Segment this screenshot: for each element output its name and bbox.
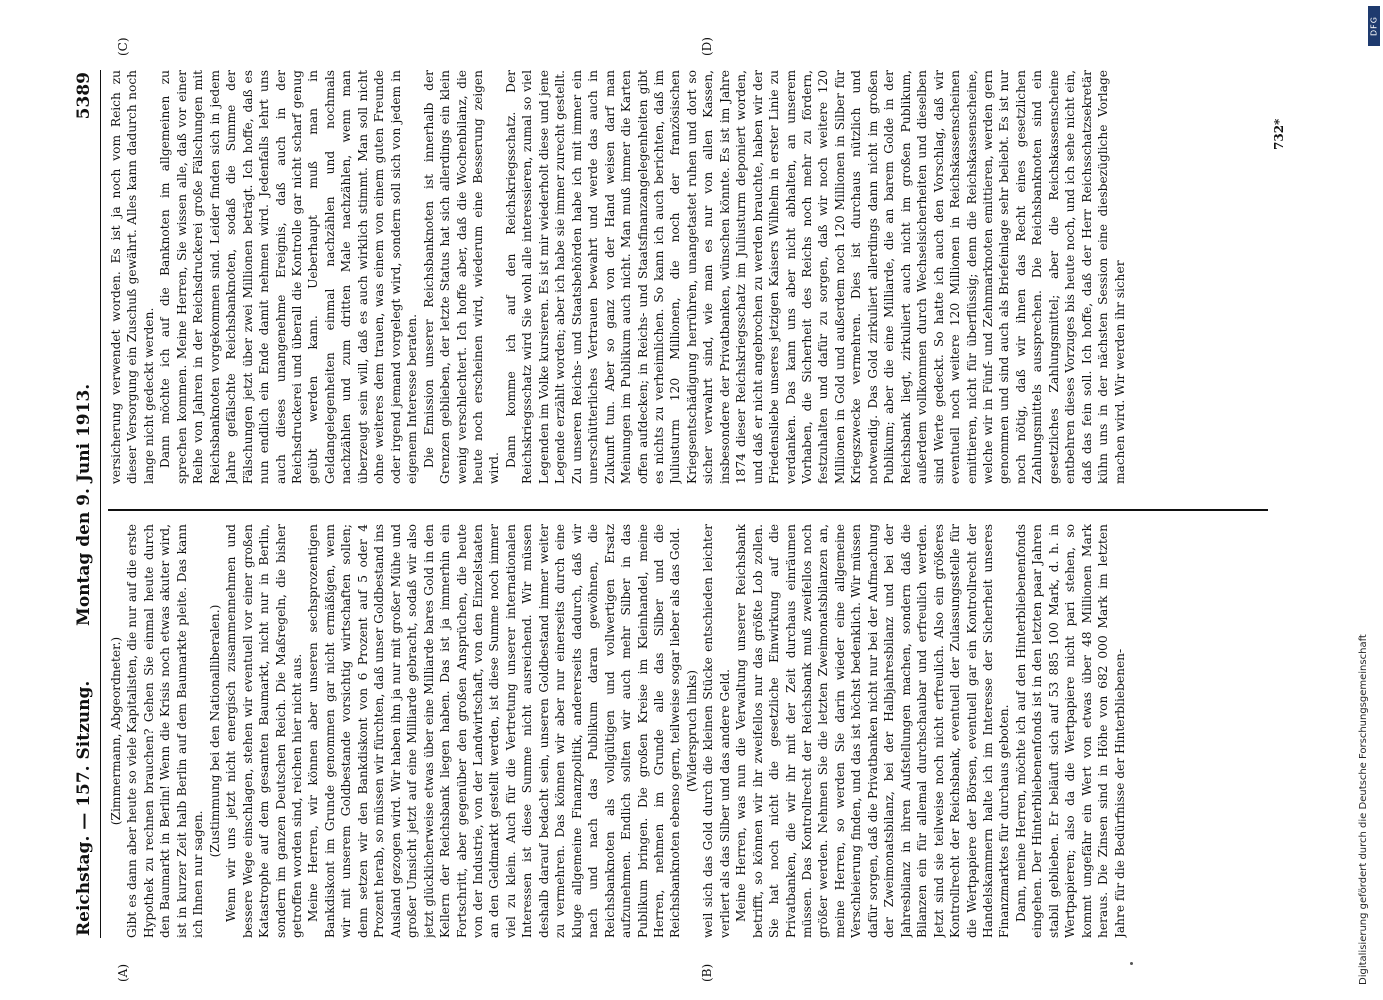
paragraph: versicherung verwendet worden. Es ist ja noch vom Reich zu dieser Versorgung ein Zuschuß gewährt. Alles kann dadurch noch lange nicht gedeckt werden.	[109, 70, 156, 484]
signature-mark: 732*	[1272, 118, 1286, 150]
paragraph: Dann möchte ich auf die Banknoten im allgemeinen zu sprechen kommen. Meine Herren, Sie wissen alle, daß vor einer Reihe von Jahren in der Reichsdruckerei große Fälschungen mit Reichsbanknoten vorgekommen sind. Leider finden sich in jedem Jahre gefälschte Reichsbanknoten, sodaß die Summe der Fälschungen jetzt über zwei Millionen beträgt. Ich hoffe, daß es nun endlich ein Ende damit nehmen wird. Jedenfalls lehrt uns auch dieses unangenehme Ereignis, daß auch in der Reichsdruckerei und überall die Kontrolle gar nicht scharf genug geübt werden kann. Ueberhaupt muß man in Geldangelegenheiten einmal nachzählen und nochmals nachzählen und zum dritten Male nachzählen, wenn man überzeugt sein will, daß es auch wirklich stimmt. Man soll nicht ohne weiteres dem trauen, was einem von einem guten Freunde oder irgend jemand vorgelegt wird, sondern soll sich von jedem in eigenem Interesse beraten.	[158, 70, 420, 484]
paragraph: Wenn wir uns jetzt nicht energisch zusammennehmen und bessere Wege einschlagen, stehen wir eventuell vor einer großen Katastrophe auf dem gesamten Baumarkt, nicht nur in Berlin, sondern im ganzen Deutschen Reich. Die Maßregeln, die bisher getroffen worden sind, reichen hier nicht aus.	[224, 524, 304, 938]
paragraph: weil sich das Gold durch die kleinen Stücke entschieden leichter verliert als das Silber und das andere Geld.	[701, 524, 732, 938]
interjection: (Zustimmung bei den Nationalliberalen.)	[207, 604, 222, 858]
margin-marker-b: (B)	[700, 963, 714, 982]
margin-marker-c: (C)	[116, 37, 130, 56]
digitization-credit	[1358, 0, 1380, 1000]
scan-speck	[1130, 962, 1133, 965]
left-column	[108, 524, 1268, 938]
header-session: Reichstag. — 157. Sitzung.	[74, 680, 94, 936]
column-divider	[108, 510, 1268, 512]
interjection: (Widerspruch links)	[684, 669, 699, 793]
paragraph: Dann komme ich auf den Reichskriegsschatz. Der Reichskriegsschatz wird Sie wohl alle interessieren, zumal so viel Legenden im Volke kursieren. Es ist mir wiederholt diese und jene Legende erzählt worden; aber ich habe sie immer zurecht gestellt. Zu unseren Reichs- und Staatsbehörden habe ich mit immer ein unerschütterliches Vertrauen bewahrt und werde das auch in Zukunft tun. Aber so ganz von der Hand weisen darf man Meinungen im Publikum auch nicht. Man muß immer die Karten offen aufdecken; in Reichs- und Staatsfinanzangelegenheiten gibt es nichts zu verheimlichen. So kann ich auch berichten, daß im Juliusturm 120 Millionen, die noch der französischen Kriegsentschädigung herrühren, unangetastet ruhen und dort so sicher verwahrt sind, wie man es nur von allen Kassen, insbesondere der Privatbanken, wünschen könnte. Es ist im Jahre 1874 dieser Reichskriegsschatz im Juliusturm deponiert worden, und daß er nicht angebrochen zu werden brauchte, haben wir der Friedensliebe unseres jetzigen Kaisers Wilhelm in erster Linie zu verdanken. Das kann uns aber nicht abhalten, an unserem Vorhaben, die Sicherheit des Reichs noch mehr zu fördern, festzuhalten und dafür zu sorgen, daß wir noch weitere 120 Millionen in Gold und außerdem noch 120 Millionen in Silber für Kriegszwecke vermehren. Dies ist durchaus nützlich und notwendig. Das Gold zirkuliert allerdings dann nicht im großen Publikum; aber die eine Milliarde, die an barem Golde in der Reichsbank liegt, zirkuliert auch nicht im großen Publikum, außerdem vollkommen durch Wechselsicherheiten und dieselben sind Werte gedeckt. So hatte ich auch den Vorschlag, daß wir eventuell noch weitere 120 Millionen in Reichskassenscheinen emittieren, nicht für überflüssig; denn die Reichskassenscheine, welche wir in Fünf- und Zehnmarknoten emittieren, werden gern genommen und sind auch als Briefeinlage sehr beliebt. Es ist nur noch nötig, daß wir ihnen das Recht eines gesetzlichen Zahlungsmittels aussprechen. Die Reichsbanknoten sind ein gesetzliches Zahlungsmittel; aber die Reichskassenscheine entbehren dieses Vorzuges bis heute noch, und ich sehe nicht ein, daß das fein soll. Ich hoffe, daß der Herr Reichsschatzsekretär kühn uns in der nächsten Session eine diesbezügliche Vorlage machen wird. Wir werden ihr sicher	[503, 70, 1127, 484]
paragraph: Meine Herren, wir können aber unseren sechsprozentigen Bankdiskont im Grunde genommen gar nicht ermäßigen, wenn wir mit unserem Goldbestande vorsichtig wirtschaften sollen; denn setzen wir den Bankdiskont von 6 Prozent auf 5 oder 4 Prozent herab, so müssen wir fürchten, daß unser Goldbestand ins Ausland gezogen wird. Wir haben ihn ja nur mit großer Mühe und großer Umsicht jetzt auf eine Milliarde gebracht, sodaß wir also jetzt glücklicherweise etwas über eine Milliarde bares Gold in den Kellern der Reichsbank liegen haben. Das ist ja immerhin ein Fortschritt, aber gegenüber den großen Ansprüchen, die heute von der Industrie, von der Landwirtschaft, von den Einzelstaaten an den Geldmarkt gestellt werden, ist diese Summe noch immer viel zu klein. Auch für die Vertretung unserer internationalen Interessen ist diese Summe nicht ausreichend. Wir müssen deshalb darauf bedacht sein, unseren Goldbestand immer weiter zu vermehren. Das können wir aber nur einerseits durch eine kluge allgemeine Finanzpolitik, andererseits dadurch, daß wir nach und nach das Publikum daran gewöhnen, die Reichsbanknoten als vollgültigen und vollwertigen Ersatz aufzunehmen. Endlich sollten wir auch mehr Silber in das Publikum bringen. Die großen Kreise im Kleinhandel, meine Herren, nehmen im Grunde alle das Silber und die Reichsbanknoten ebenso gern, teilweise sogar lieber als das Gold.	[306, 524, 683, 938]
margin-marker-a: (A)	[116, 963, 130, 982]
paragraph: Die Emission unserer Reichsbanknoten ist innerhalb der Grenzen geblieben, der letzte Status hat sich allerdings ein klein wenig verschlechtert. Ich hoffe aber, daß die Wochenbilanz, die heute noch erscheinen wird, wiederum eine Besserung zeigen wird.	[421, 70, 502, 484]
paragraph: Meine Herren, was nun die Verwaltung unserer Reichsbank betrifft, so können wir ihr zweifellos nur das größte Lob zollen. Sie hat noch nicht die gesetzliche Einwirkung auf die Privatbanken, die wir ihr mit der Zeit durchaus einräumen müssen. Das Kontrollrecht der Reichsbank muß zweifellos noch größer werden. Nehmen Sie die letzten Zweimonatsbilanzen an, meine Herren, so werden Sie darin wieder eine allgemeine Verschleierung finden, und das ist höchst bedenklich. Wir müssen dafür sorgen, daß die Privatbanken nicht nur bei der Aufmachung der Zweimonatsbilanz, bei der Halbjahresbilanz und bei der Jahresbilanz in ihren Aufstellungen machen, sondern daß die Bilanzen ein für allemal durchschaubar und erfreulich werden. Jetzt sind sie teilweise noch nicht erfreulich. Also ein größeres Kontrollrecht der Reichsbank, eventuell der Zulassungsstelle für die Wertpapiere der Börsen, eventuell gar ein Kontrollrecht der Handelskammern halte ich im Interesse der Sicherheit unseres Finanzmarktes für durchaus geboten.	[734, 524, 1012, 938]
paragraph: Dann, meine Herren, möchte ich auf den Hinterbliebenenfonds eingehen. Der Hinterbliebenenfonds ist in den letzten paar Jahren stabil geblieben. Er beläuft sich auf 53 885 100 Mark, d. h. in Wertpapieren; also da die Wertpapiere nicht pari stehen, so kommt ungefähr ein Wert von etwas über 48 Millionen Mark heraus. Die Zinsen sind in Höhe von 682 000 Mark im letzten Jahre für die Bedürfnisse der Hinterbliebenen-	[1013, 524, 1127, 938]
header-date: Montag den 9. Juni 1913.	[74, 383, 94, 626]
margin-marker-d: (D)	[700, 37, 714, 56]
dfg-logo-icon: DFG	[1368, 6, 1380, 46]
speaker-label: (Zimmermann, Abgeordneter.)	[109, 636, 123, 826]
paragraph: Gibt es dann aber heute so viele Kapitalisten, die nur auf die erste Hypothek zu rechnen brauchen? Gehen Sie einmal heute durch den Baumarkt in Berlin! Wenn die Krisis noch etwas akuter wird, ist in kurzer Zeit halb Berlin auf dem Baumarkte pleite. Das kann ich Ihnen nur sagen.	[125, 524, 206, 938]
running-header	[70, 70, 101, 938]
credit-text: Digitalisierung gefördert durch die Deutsche Forschungsgemeinschaft	[1358, 634, 1369, 985]
header-page-number: 5389	[74, 72, 94, 120]
right-column	[108, 70, 1268, 484]
